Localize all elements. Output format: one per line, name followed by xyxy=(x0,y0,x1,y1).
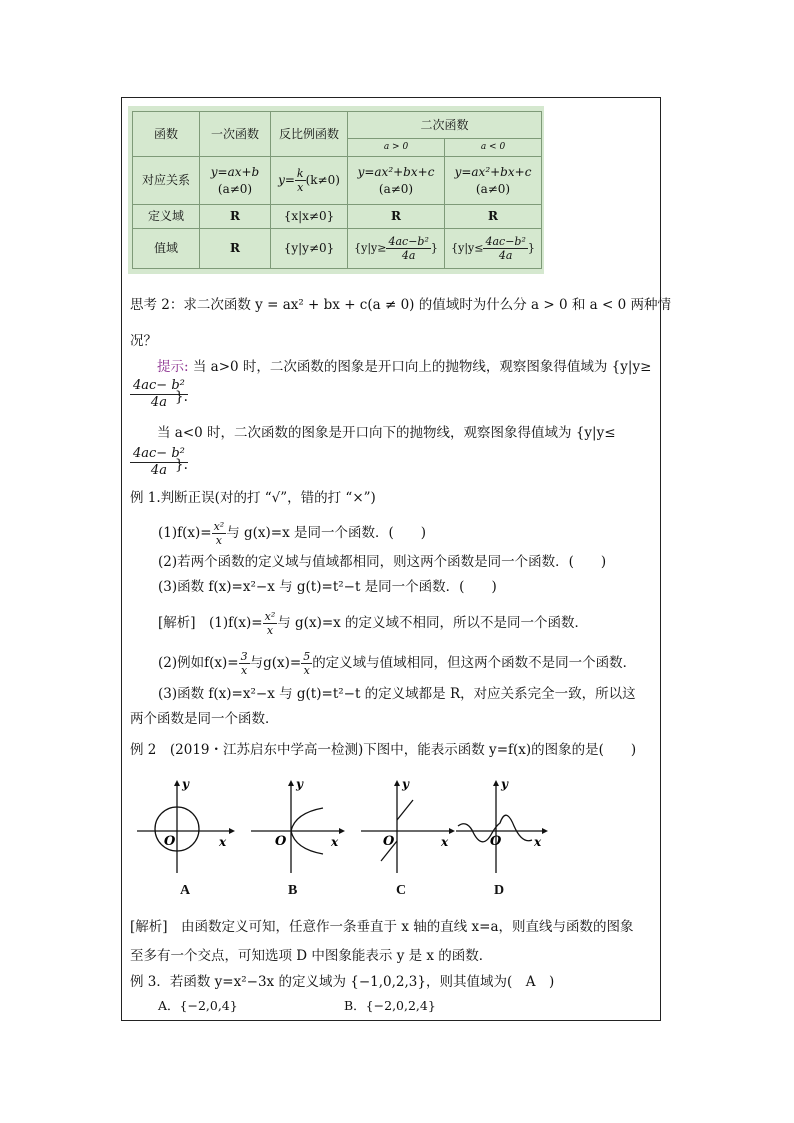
hint-positive-close: }. xyxy=(175,389,188,405)
graph-c-lines xyxy=(357,778,467,878)
cell-linear-map: y=ax+b (a≠0) xyxy=(200,157,271,205)
hint-negative-close: }. xyxy=(175,457,188,473)
graph-d-y-arrow xyxy=(493,780,499,786)
graph-d-label: D xyxy=(494,883,505,898)
ex1-answer3-line1: (3)函数 f(x)=x²−x 与 g(t)=t²−t 的定义域都是 R，对应关系完全一致，所以这 xyxy=(158,686,636,702)
graph-a-origin: O xyxy=(164,834,176,849)
graph-d-y-label: y xyxy=(501,778,508,791)
hint-label: 提示: xyxy=(157,359,189,375)
graph-c-y-label: y xyxy=(402,778,409,791)
ex1-answer2: (2)例如f(x)= $\frac{3}{x}$ 与g(x)= $\frac{5}{x}$ 的定义域与值域相同，但这两个函数不是同一个函数． xyxy=(158,650,637,677)
graph-d-x-arrow xyxy=(542,828,548,834)
hint-positive: 提示: 当 a>0 时，二次函数的图象是开口向上的抛物线，观察图象得值域为 {y|y≥ xyxy=(157,359,652,375)
ex3-title: 例 3．若函数 y=x²−3x 的定义域为 {−1,0,2,3}，则其值域为( A ) xyxy=(130,974,555,990)
cell-inverse-map: y= $\frac{k}{x}$ (k≠0) xyxy=(271,157,348,205)
graph-c-x-label: x xyxy=(441,835,449,849)
think2-line2: 况？ xyxy=(130,333,157,349)
cell-linear-range: R xyxy=(200,229,271,269)
ex1-answer1: [解析] (1)f(x)= $\frac{\text{x²}}{x}$ 与 g(x)=x 的定义域不相同，所以不是同一个函数． xyxy=(158,610,589,637)
ex1-q1: (1)f(x)= $\frac{\text{x²}}{x}$ 与 g(x)=x 是同一个函数．( ) xyxy=(158,520,427,547)
graph-a-label: A xyxy=(180,883,191,898)
th-a-negative: a < 0 xyxy=(445,139,542,157)
ex1-answer3-line2: 两个函数是同一个函数． xyxy=(130,711,279,727)
graph-b-origin: O xyxy=(275,834,287,849)
graph-b-y-arrow xyxy=(288,780,294,786)
graph-d-origin: O xyxy=(490,834,502,849)
ex2-analysis-line1: [解析] 由函数定义可知，任意作一条垂直于 x 轴的直线 x=a，则直线与函数的图象 xyxy=(130,919,634,935)
table-row xyxy=(133,157,542,205)
cell-quad-neg-range: {y|y≤ $\frac{\text{4ac−b²}}{4a}$ } xyxy=(445,229,542,269)
graph-b-x-arrow xyxy=(339,828,345,834)
ex3-option-b: B．{−2,0,2,4} xyxy=(344,998,436,1013)
graph-a-x-label: x xyxy=(219,835,227,849)
th-linear: 一次函数 xyxy=(200,112,271,157)
graph-d-wave xyxy=(452,778,562,878)
cell-linear-domain: R xyxy=(200,205,271,229)
hint-negative-fraction: 4ac− b² 4a xyxy=(130,446,188,479)
cell-quad-pos-map: y=ax²+bx+c (a≠0) xyxy=(348,157,445,205)
th-function: 函数 xyxy=(133,112,200,157)
cell-quad-pos-domain: R xyxy=(348,205,445,229)
graph-c-label: C xyxy=(396,883,407,898)
hint-negative: 当 a<0 时，二次函数的图象是开口向下的抛物线，观察图象得值域为 {y|y≤ xyxy=(157,425,616,441)
cell-quad-neg-map: y=ax²+bx+c (a≠0) xyxy=(445,157,542,205)
function-table xyxy=(132,111,542,269)
graph-b-x-label: x xyxy=(331,835,339,849)
graph-a-circle xyxy=(133,778,243,878)
graph-d-x-label: x xyxy=(534,835,542,849)
graph-a-y-arrow xyxy=(174,780,180,786)
ex1-q3: (3)函数 f(x)=x²−x 与 g(t)=t²−t 是同一个函数．( ) xyxy=(158,579,497,595)
graph-a-y-label: y xyxy=(182,778,189,791)
think2-line1: 思考 2：求二次函数 y = ax² + bx + c(a ≠ 0) 的值域时为什么分 a > 0 和 a < 0 两种情 xyxy=(130,297,671,313)
hint-positive-fraction: 4ac− b² 4a xyxy=(130,378,188,411)
th-quadratic: 二次函数 xyxy=(348,112,542,139)
cell-quad-neg-domain: R xyxy=(445,205,542,229)
ex1-q2: (2)若两个函数的定义域与值域都相同，则这两个函数是同一个函数．( ) xyxy=(158,554,607,570)
row-label-mapping: 对应关系 xyxy=(133,157,200,205)
ex2-title: 例 2 (2019・江苏启东中学高一检测)下图中，能表示函数 y=f(x)的图象的是( ) xyxy=(130,742,637,758)
cell-inverse-range: {y|y≠0} xyxy=(271,229,348,269)
graph-b-label: B xyxy=(288,883,298,898)
graph-b-parabola xyxy=(247,778,357,878)
ex3-option-a: A．{−2,0,4} xyxy=(158,998,238,1013)
function-table-panel xyxy=(128,106,544,274)
table-row xyxy=(133,229,542,269)
th-inverse: 反比例函数 xyxy=(271,112,348,157)
graph-a-x-arrow xyxy=(229,828,235,834)
cell-quad-pos-range: {y|y≥ $\frac{\text{4ac−b²}}{4a}$ } xyxy=(348,229,445,269)
ex1-title: 例 1.判断正误(对的打 “√”，错的打 “×”) xyxy=(130,490,376,506)
cell-inverse-domain: {x|x≠0} xyxy=(271,205,348,229)
row-label-range: 值域 xyxy=(133,229,200,269)
table-row xyxy=(133,205,542,229)
graph-c-y-arrow xyxy=(394,780,400,786)
graph-c-origin: O xyxy=(383,834,395,849)
th-a-positive: a > 0 xyxy=(348,139,445,157)
row-label-domain: 定义域 xyxy=(133,205,200,229)
graph-b-y-label: y xyxy=(296,778,303,791)
ex2-analysis-line2: 至多有一个交点，可知选项 D 中图象能表示 y 是 x 的函数． xyxy=(130,948,493,964)
graph-c-upper-segment xyxy=(397,800,413,820)
